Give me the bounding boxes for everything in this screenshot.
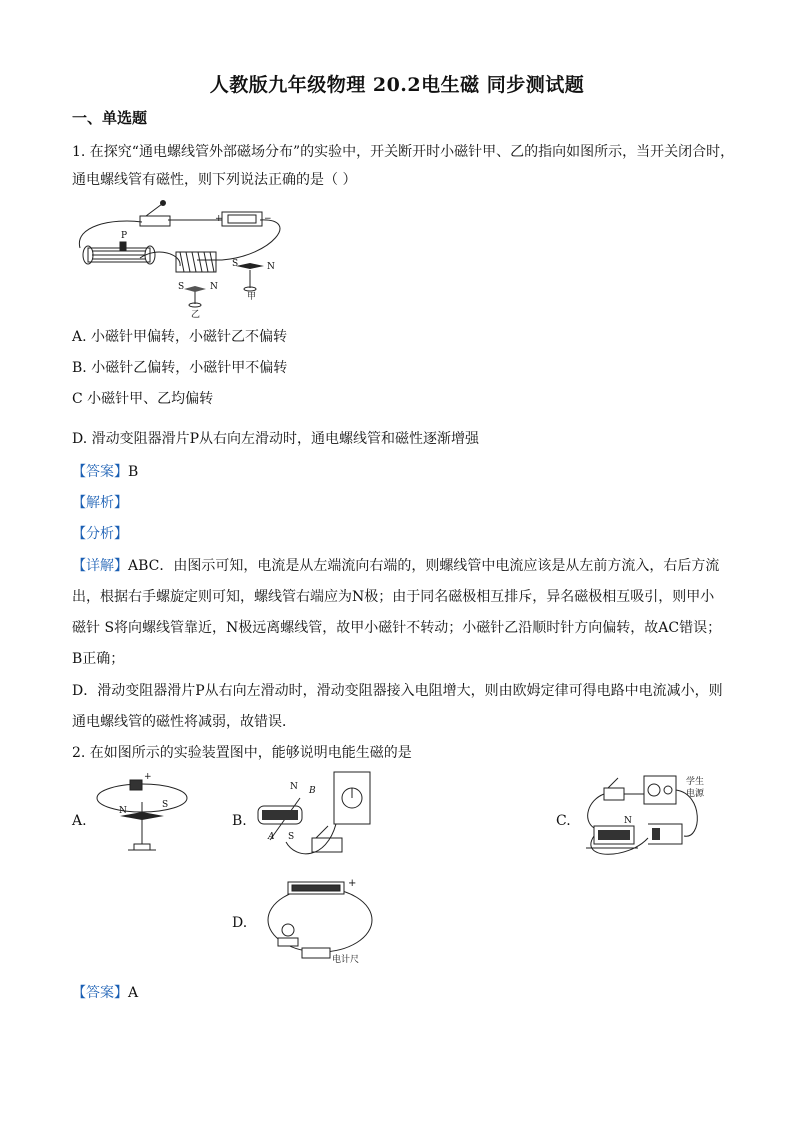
q1-fenxi-tag: 【分析】 — [72, 526, 128, 542]
label-s2: S — [178, 282, 185, 292]
fig-b-a: A — [268, 832, 275, 842]
label-n2: N — [210, 282, 218, 292]
fig-c-n: N — [624, 816, 632, 826]
q1-detail-line2: 出，根据右手螺旋定则可知，螺线管右端应为N极；由于同名磁极相互排斥，异名磁极相互吸引，则甲小 — [72, 589, 715, 605]
label-n1: N — [267, 262, 275, 272]
q2-label-d: D. — [232, 915, 248, 931]
q1-option-c: C 小磁针甲、乙均偏转 — [72, 391, 214, 407]
q2-answer — [72, 983, 138, 1003]
q1-detail-d-line1: D．滑动变阻器滑片P从右向左滑动时，滑动变阻器接入电阻增大，则由欧姆定律可得电路中电流减小，则 — [72, 683, 723, 699]
q2-figure-d — [262, 876, 382, 964]
q2-label-a: A. — [72, 813, 87, 829]
q1-option-d: D. 滑动变阻器滑片P从右向左滑动时，通电螺线管和磁性逐渐增强 — [72, 431, 480, 447]
detail-text: ABC．由图示可知，电流是从左端流向右端的，则螺线管中电流应该是从左前方流入，右后方流 — [128, 558, 720, 574]
fig-b-b: B — [309, 786, 316, 796]
label-jia: 甲 — [247, 292, 257, 302]
answer-tag: 【答案】 — [72, 464, 128, 480]
label-minus: − — [264, 214, 272, 224]
q1-circuit-figure — [72, 196, 287, 321]
label-yi: 乙 — [191, 310, 201, 320]
q1-option-a: A. 小磁针甲偏转，小磁针乙不偏转 — [72, 329, 288, 345]
page-title: 人教版九年级物理 20.2电生磁 同步测试题 — [209, 74, 585, 96]
fig-b-s: S — [288, 832, 295, 842]
q1-detail-line3: 磁针 S将向螺线管靠近，N极远离螺线管，故甲小磁针不转动；小磁针乙沿顺时针方向偏转，故AC错误； — [72, 620, 722, 636]
q2-figure-a — [92, 772, 192, 864]
q2-figure-c — [578, 770, 712, 866]
q1-answer — [72, 462, 138, 482]
section-heading: 一、单选题 — [72, 109, 148, 127]
fig-c-student: 学生 — [686, 777, 705, 787]
label-s1: S — [232, 259, 239, 269]
q2-figure-b — [256, 768, 376, 864]
fig-d-plus: + — [348, 878, 357, 889]
fig-d-meter: 电计尺 — [332, 955, 360, 965]
q2-answer-tag: 【答案】 — [72, 985, 128, 1001]
q1-option-b: B. 小磁针乙偏转，小磁针甲不偏转 — [72, 360, 288, 376]
answer-value: B — [128, 464, 139, 480]
q1-stem-line1: 1. 在探究“通电螺线管外部磁场分布”的实验中，开关断开时小磁针甲、乙的指向如图所示，当开关闭合时， — [72, 144, 735, 160]
label-plus: + — [215, 214, 223, 224]
fig-c-power: 电源 — [686, 789, 705, 799]
q2-stem: 2. 在如图所示的实验装置图中，能够说明电能生磁的是 — [72, 745, 412, 761]
fig-a-plus: + — [144, 772, 152, 782]
fig-a-s: S — [162, 800, 169, 810]
q1-detail-line4: B正确； — [72, 651, 125, 667]
q2-label-b: B. — [232, 813, 247, 829]
label-p: P — [121, 231, 128, 241]
q2-label-c: C. — [556, 813, 571, 829]
q2-answer-value: A — [128, 985, 139, 1001]
detail-tag: 【详解】 — [72, 558, 128, 574]
fig-a-n: N — [119, 806, 127, 816]
fig-b-n: N — [290, 782, 298, 792]
q1-jiexi-tag: 【解析】 — [72, 495, 128, 511]
q1-detail-line1 — [72, 556, 719, 576]
q1-detail-d-line2: 通电螺线管的磁性将减弱，故错误． — [72, 714, 296, 730]
q1-stem-line2: 通电螺线管有磁性，则下列说法正确的是（ ） — [72, 172, 357, 188]
